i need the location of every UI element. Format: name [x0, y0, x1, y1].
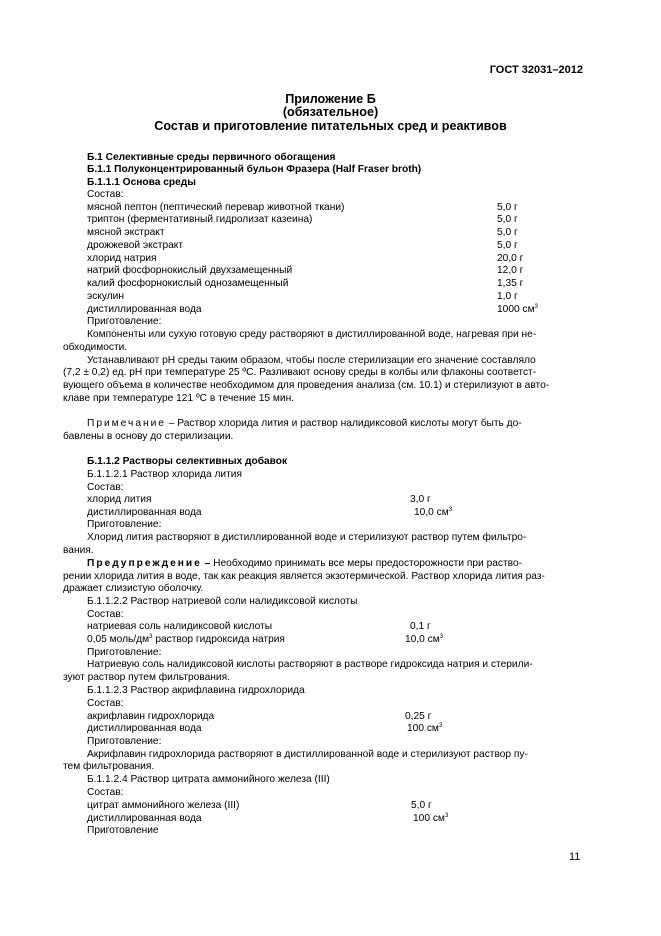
ingredient-amount	[413, 813, 448, 826]
page-number: 11	[569, 851, 581, 863]
superscript: 3	[439, 634, 444, 640]
ingredient-name: дистиллированная вода	[87, 723, 202, 734]
ingredient-amount: 1,0 г	[497, 291, 518, 302]
ingredient-name: мясной экстракт	[87, 227, 165, 238]
superscript: 3	[534, 304, 538, 310]
amount-text: 100 см	[413, 813, 445, 824]
ingredient-amount: 20,0 г	[497, 253, 524, 264]
composition-label: Состав:	[87, 698, 124, 709]
subsection-title: Б.1.1.2.2 Раствор натриевой соли налидиксовой кислоты	[87, 596, 358, 607]
ingredient-name: акрифлавин гидрохлорида	[87, 711, 215, 722]
prep-text: тем фильтрования.	[63, 761, 155, 772]
ingredient-name: дистиллированная вода	[87, 813, 202, 824]
ingredient-name: натрий фосфорнокислый двухзамещенный	[87, 265, 293, 276]
prep-text: Хлорид лития растворяют в дистиллированной воде и стерилизуют раствор путем фильтро-	[87, 532, 527, 543]
prep-label: Приготовление:	[87, 736, 162, 747]
ingredient-name: эскулин	[87, 291, 124, 302]
ingredient-name: триптон (ферментативный гидролизат казеина)	[87, 214, 313, 225]
appendix-status: (обязательное)	[282, 105, 379, 119]
amount-text: 10,0 см	[414, 507, 449, 518]
prep-text: Компоненты или сухую готовую среду растворяют в дистиллированной воде, нагревая при не-	[87, 329, 537, 340]
composition-label: Состав:	[87, 787, 124, 798]
ingredient-amount: 5,0 г	[497, 227, 518, 238]
ingredient-amount	[497, 304, 538, 317]
ingredient-amount: 0,1 г	[410, 621, 431, 632]
superscript: 3	[149, 634, 153, 640]
warning-text: дражает слизистую оболочку.	[63, 583, 204, 594]
prep-text: зуют раствор путем фильтрования.	[63, 672, 230, 683]
appendix-title: Приложение Б	[285, 92, 376, 106]
standard-number: ГОСТ 32031–2012	[489, 64, 583, 76]
ingredient-amount: 3,0 г	[410, 494, 431, 505]
warning	[87, 558, 522, 571]
note-text: бавлены в основу до стерилизации.	[63, 431, 234, 442]
prep-label: Приготовление:	[87, 316, 162, 327]
prep-label: Приготовление:	[87, 647, 162, 658]
composition-label: Состав:	[87, 609, 124, 620]
ingredient-name: цитрат аммонийного железа (III)	[87, 800, 240, 811]
ingredient-amount	[414, 507, 452, 520]
section-b11: Б.1.1 Полуконцентрированный бульон Фразера (Half Fraser broth)	[87, 164, 422, 175]
appendix-heading: Состав и приготовление питательных сред и реактивов	[154, 119, 507, 133]
note	[87, 418, 522, 431]
ingredient-amount: 0,25 г	[405, 711, 432, 722]
prep-text: Акрифлавин гидрохлорида растворяют в дистиллированной воде и стерилизуют раствор пу-	[87, 749, 528, 760]
ingredient-amount: 12,0 г	[497, 265, 524, 276]
ingredient-amount: 5,0 г	[497, 202, 518, 213]
warning-dash: –	[201, 558, 214, 569]
warning-label: Предупреждение	[87, 558, 202, 569]
ingredient-amount: 5,0 г	[497, 240, 518, 251]
warning-text: Необходимо принимать все меры предосторожности при раство-	[213, 558, 523, 569]
section-b112: Б.1.1.2 Растворы селективных добавок	[87, 456, 288, 467]
section-b111: Б.1.1.1 Основа среды	[87, 177, 196, 188]
ingredient-name: дистиллированная вода	[87, 507, 202, 518]
amount-text: 1000 см	[497, 304, 535, 315]
ingredient-text: раствор гидроксида натрия	[152, 634, 285, 645]
paragraph-line: Устанавливают pH среды таким образом, чтобы после стерилизации его значение составляло	[87, 355, 536, 366]
ingredient-name: хлорид натрия	[87, 253, 157, 264]
ingredient-name: мясной пептон (пептический перевар животной ткани)	[87, 202, 345, 213]
subsection-title: Б.1.1.2.3 Раствор акрифлавина гидрохлорида	[87, 685, 305, 696]
superscript: 3	[438, 723, 443, 729]
prep-label: Приготовление:	[87, 519, 162, 530]
prep-text: вания.	[63, 545, 94, 556]
ingredient-name	[87, 634, 285, 647]
prep-text: обходимости.	[63, 342, 128, 353]
ingredient-amount: 5,0 г	[497, 214, 518, 225]
section-b1: Б.1 Селективные среды первичного обогащения	[87, 152, 336, 163]
ingredient-amount	[407, 723, 442, 736]
prep-label: Приготовление	[87, 825, 159, 836]
ingredient-name: хлорид лития	[87, 494, 152, 505]
ingredient-text: 0,05 моль/дм	[87, 634, 150, 645]
paragraph-line: (7,2 ± 0,2) ед. pH при температуре 25 ºС. Разливают основу среды в колбы или флаконы соответст-	[63, 367, 537, 378]
paragraph-line: клаве при температуре 121 ºС в течение 15 мин.	[63, 393, 295, 404]
prep-text: Натриевую соль налидиксовой кислоты растворяют в растворе гидроксида натрия и стерили-	[87, 659, 533, 670]
ingredient-name: дистиллированная вода	[87, 304, 202, 315]
subsection-title: Б.1.1.2.4 Раствор цитрата аммонийного железа (III)	[87, 774, 330, 785]
warning-text: рении хлорида лития в воде, так как реакция является экзотермической. Раствор хлорида лития раз-	[63, 571, 545, 582]
amount-text: 10,0 см	[405, 634, 440, 645]
ingredient-amount	[405, 634, 443, 647]
note-label: Примечание	[87, 418, 166, 429]
ingredient-amount: 1,35 г	[497, 278, 524, 289]
ingredient-name: дрожжевой экстракт	[87, 240, 184, 251]
composition-label: Состав:	[87, 482, 124, 493]
subsection-title: Б.1.1.2.1 Раствор хлорида лития	[87, 469, 242, 480]
superscript: 3	[448, 507, 453, 513]
composition-label: Состав:	[87, 189, 124, 200]
paragraph-line: вующего объема в количестве необходимом для проведения анализа (см. 10.1) и стерилизуют в авто-	[63, 380, 550, 391]
ingredient-name: натриевая соль налидиксовой кислоты	[87, 621, 273, 632]
superscript: 3	[444, 813, 449, 819]
ingredient-name: калий фосфорнокислый однозамещенный	[87, 278, 289, 289]
ingredient-amount: 5,0 г	[411, 800, 432, 811]
amount-text: 100 см	[407, 723, 439, 734]
note-text: – Раствор хлорида лития и раствор налидиксовой кислоты могут быть до-	[165, 418, 522, 429]
